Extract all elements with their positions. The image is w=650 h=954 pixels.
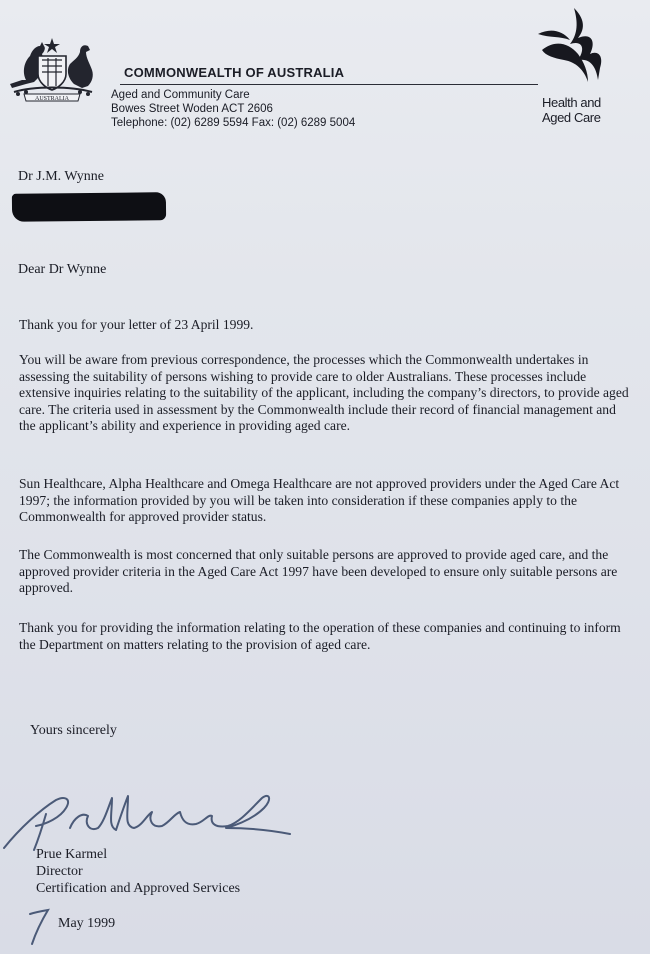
flame-logo-icon [534, 6, 606, 86]
coat-of-arms-icon [4, 34, 100, 102]
salutation: Dear Dr Wynne [18, 262, 107, 277]
address-line-street: Bowes Street Woden ACT 2606 [111, 103, 273, 115]
handwritten-date-day [28, 908, 50, 946]
signatory-title: Director [36, 864, 83, 879]
body-paragraph-3: Sun Healthcare, Alpha Healthcare and Omega Healthcare are not approved providers under the Aged Care Act 1997; the information provided by you will be taken into consideration if these companies apply to the Commonwealth for approved provider status. [19, 476, 620, 524]
department-logo-text [542, 95, 601, 125]
date-day-text: 7 [28, 908, 29, 909]
organisation-title: COMMONWEALTH OF AUSTRALIA [124, 65, 345, 80]
crest-caption: AUSTRALIA [35, 96, 69, 102]
recipient-name: Dr J.M. Wynne [18, 169, 105, 184]
logo-line-1: Health and [542, 95, 601, 110]
letter-date: May 1999 [58, 916, 116, 931]
redacted-address [12, 192, 166, 222]
address-line-unit: Aged and Community Care [111, 89, 250, 101]
handwritten-signature [0, 788, 300, 854]
letterhead-address [111, 88, 355, 130]
signatory-unit: Certification and Approved Services [36, 881, 241, 896]
logo-line-2: Aged Care [542, 110, 601, 125]
body-paragraph-1: Thank you for your letter of 23 April 1999. [19, 317, 254, 332]
address-line-phone: Telephone: (02) 6289 5594 Fax: (02) 6289 5004 [111, 117, 356, 129]
closing: Yours sincerely [30, 723, 117, 738]
body-paragraph-5: Thank you for providing the information relating to the operation of these companies and continuing to inform the Department on matters relating to the provision of aged care. [19, 620, 621, 652]
body-paragraph-4: The Commonwealth is most concerned that only suitable persons are approved to provide aged care, and the approved provider criteria in the Aged Care Act 1997 have been developed to ensure only suitable persons are approved. [19, 547, 618, 595]
signatory-name: Prue Karmel [36, 847, 108, 862]
letterhead-rule [120, 84, 538, 85]
body-paragraph-2: You will be aware from previous correspondence, the processes which the Commonwealth undertakes in assessing the suitability of persons wishing to provide care to older Australians. These processes include extensive inquiries relating to the suitability of the applicant, including the company’s directors, to provide aged care. The criteria used in assessment by the Commonwealth include their record of financial management and the applicant’s ability and experience in providing aged care. [19, 352, 629, 433]
signatory-block [36, 846, 240, 897]
